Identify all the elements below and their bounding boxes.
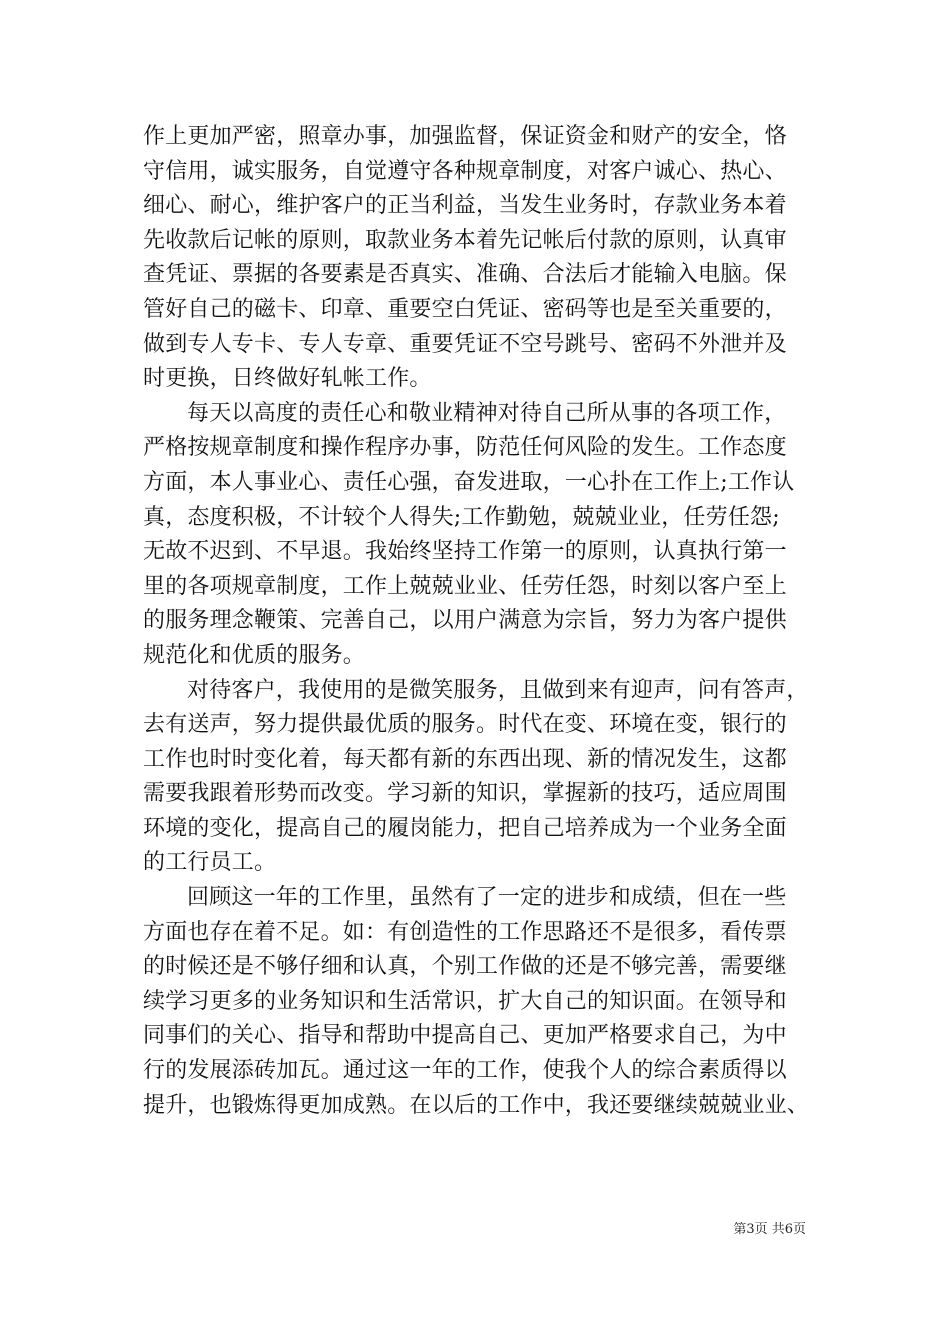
text-line: 先收款后记帐的原则，取款业务本着先记帐后付款的原则，认真审 [143, 227, 787, 253]
text-line: 查凭证、票据的各要素是否真实、准确、合法后才能输入电脑。保 [143, 262, 787, 288]
text-line: 真，态度积极，不计较个人得失;工作勤勉，兢兢业业，任劳任怨; [143, 504, 780, 530]
text-line: 提升，也锻炼得更加成熟。在以后的工作中，我还要继续兢兢业业、 [143, 1092, 810, 1118]
text-line: 管好自己的磁卡、印章、重要空白凭证、密码等也是至关重要的， [143, 296, 787, 322]
text-line: 对待客户，我使用的是微笑服务，且做到来有迎声，问有答声， [187, 677, 809, 703]
document-body [143, 120, 813, 1123]
text-line: 续学习更多的业务知识和生活常识，扩大自己的知识面。在领导和 [143, 988, 787, 1014]
text-line: 规范化和优质的服务。 [143, 642, 366, 668]
text-line: 作上更加严密，照章办事，加强监督，保证资金和财产的安全，恪 [143, 124, 787, 149]
text-line: 无故不迟到、不早退。我始终坚持工作第一的原则，认真执行第一 [143, 539, 787, 565]
page-number-footer: 第3页 共6页 [733, 1222, 806, 1237]
text-line: 去有送声，努力提供最优质的服务。时代在变、环境在变，银行的 [143, 712, 787, 738]
text-line: 守信用，诚实服务，自觉遵守各种规章制度，对客户诚心、热心、 [143, 158, 787, 184]
text-line: 时更换，日终做好轧帐工作。 [143, 366, 432, 392]
text-line: 的服务理念鞭策、完善自己，以用户满意为宗旨，努力为客户提供 [143, 608, 787, 634]
text-line: 里的各项规章制度，工作上兢兢业业、任劳任怨，时刻以客户至上 [143, 573, 787, 599]
text-line: 细心、耐心，维护客户的正当利益，当发生业务时，存款业务本着 [143, 193, 787, 219]
text-line: 方面，本人事业心、责任心强，奋发进取，一心扑在工作上;工作认 [143, 469, 795, 495]
text-line: 的工行员工。 [143, 850, 277, 876]
text-line: 环境的变化，提高自己的履岗能力，把自己培养成为一个业务全面 [143, 815, 787, 841]
text-line: 方面也存在着不足。如：有创造性的工作思路还不是很多，看传票 [143, 919, 787, 945]
text-line: 做到专人专卡、专人专章、重要凭证不空号跳号、密码不外泄并及 [143, 331, 787, 357]
text-line: 行的发展添砖加瓦。通过这一年的工作，使我个人的综合素质得以 [143, 1058, 787, 1084]
text-line: 严格按规章制度和操作程序办事，防范任何风险的发生。工作态度 [143, 435, 787, 461]
text-line: 同事们的关心、指导和帮助中提高自己、更加严格要求自己，为中 [143, 1023, 787, 1049]
text-line: 每天以高度的责任心和敬业精神对待自己所从事的各项工作， [187, 400, 787, 426]
text-line: 工作也时时变化着，每天都有新的东西出现、新的情况发生，这都 [143, 746, 787, 772]
text-line: 的时候还是不够仔细和认真，个别工作做的还是不够完善，需要继 [143, 954, 787, 980]
text-line: 需要我跟着形势而改变。学习新的知识，掌握新的技巧，适应周围 [143, 781, 787, 807]
text-line: 回顾这一年的工作里，虽然有了一定的进步和成绩，但在一些 [187, 885, 787, 911]
